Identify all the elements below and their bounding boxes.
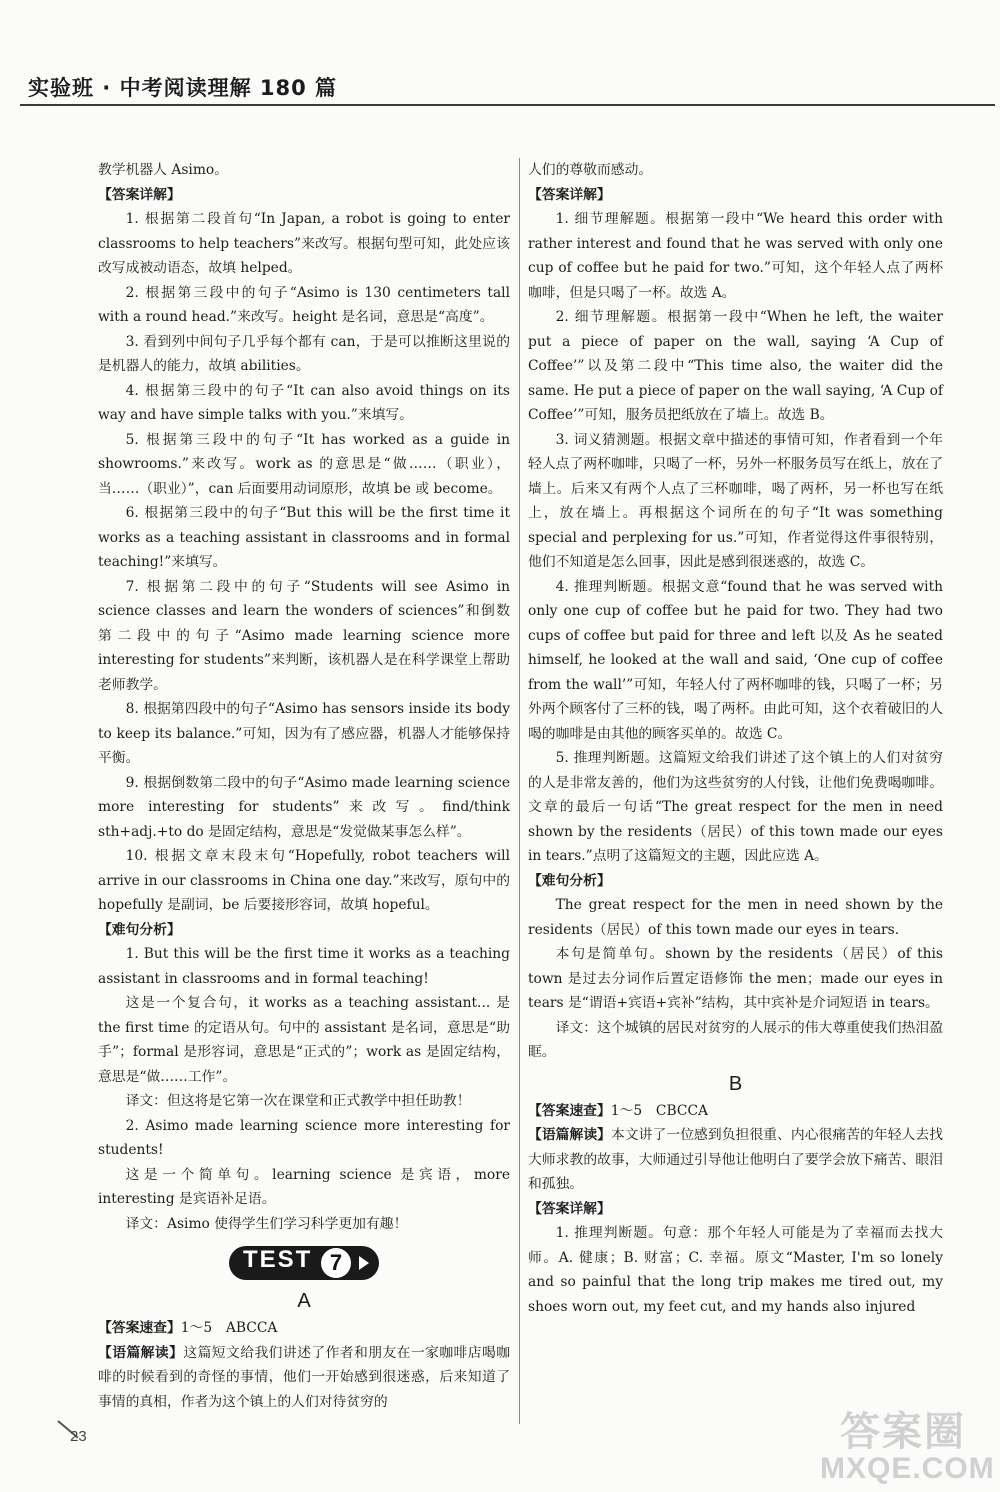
quick-answer-value: 1～5 ABCCA — [180, 1320, 278, 1336]
right-continuation: 人们的尊敬而感动。 — [528, 162, 653, 178]
answer-item: 9. 根据倒数第二段中的句子“Asimo made learning science more interesting for students”来改写。find/think sth+adj.+to do 是固定结构，意思是“发觉做某事怎么样”。 — [98, 774, 510, 840]
answer-item: 5. 推理判断题。这篇短文给我们讲述了这个镇上的人们对贫穷的人是非常友善的，他们为这些贫穷的人付钱，让他们免费喝咖啡。文章的最后一句话“The great respect for the men in need shown by the residents（居民）of this town made our eyes in tears.”点明了这篇短文的主题，因此应选 A。 — [528, 750, 943, 864]
passage-summary-label: 【语篇解读】 — [528, 1127, 612, 1143]
quick-answer-line — [528, 1099, 943, 1124]
answer-item: 4. 根据第三段中的句子“It can also avoid things on its way and have simple talks with you.”来填写。 — [98, 382, 510, 423]
difficult-sentence-en: 1. But this will be the first time it works as a teaching assistant in classrooms and in formal teaching! — [98, 946, 510, 987]
watermark-url: MXQE.COM — [820, 1452, 995, 1485]
answer-item: 3. 词义猜测题。根据文章中描述的事情可知，作者看到一个年轻人点了两杯咖啡，只喝了一杯，另外一杯服务员写在纸上，放在了墙上。后来又有两个人点了三杯咖啡，喝了两杯，另一杯也写在纸上，放在墙上。再根据这个词所在的句子“It was something special and perplexing for us.”可知，作者觉得这件事很特别，他们不知道是怎么回事，因此是感到很迷惑的，故选 C。 — [528, 431, 943, 570]
answer-item: 1. 细节理解题。根据第一段中“We heard this order with rather interest and found that he was served with only one cup of coffee but he paid for two.”可知，这个年轻人点了两杯咖啡，但是只喝了一杯。故选 A。 — [528, 211, 943, 301]
difficult-sentence-translation: 译文：这个城镇的居民对贫穷的人展示的伟大尊重使我们热泪盈眶。 — [528, 1019, 943, 1060]
answer-item: 6. 根据第三段中的句子“But this will be the first time it works as a teaching assistant in classrooms and in formal teaching!”来填写。 — [98, 505, 510, 570]
quick-answer-label: 【答案速查】 — [98, 1320, 181, 1336]
answer-item: 1. 推理判断题。句意：那个年轻人可能是为了幸福而去找大师。A. 健康；B. 财富；C. 幸福。原文“Master, I'm so lonely and so painful that the long trip makes me tired out, my shoes worn out, my feet cut, and my hands also injured — [528, 1225, 943, 1315]
answer-item: 4. 推理判断题。根据文意“found that he was served with only one cup of coffee but he paid for two. They had two cups of coffee but paid for three and left 以及 As he seated himself, he looked at the wall and said, ‘One cup of coffee from the wall’”可知，年轻人付了两杯咖啡的钱，只喝了一杯；另外两个顾客付了三杯的钱，喝了两杯。由此可知，这个衣着破旧的人喝的咖啡是由其他的顾客买单的。故选 C。 — [528, 578, 943, 742]
passage-summary-text: 本文讲了一位感到负担很重、内心很痛苦的年轻人去找大师求教的故事，大师通过引导他让他明白了要学会放下痛苦、眼泪和孤独。 — [528, 1127, 944, 1192]
quick-answer-line — [98, 1316, 510, 1341]
answer-item: 7. 根据第二段中的句子“Students will see Asimo in science classes and learn the wonders of sciences”和倒数第二段中的句子“Asimo made learning science more interesting for students”来判断，该机器人是在科学课堂上帮助老师教学。 — [98, 578, 510, 693]
difficult-sentence-en: 2. Asimo made learning science more interesting for students! — [98, 1117, 510, 1158]
passage-summary — [98, 1341, 510, 1415]
difficult-sentence-analysis: 这是一个简单句。learning science 是宾语，more interesting 是宾语补足语。 — [98, 1166, 510, 1207]
page-number: 23 — [70, 1428, 87, 1445]
answer-item: 8. 根据第四段中的句子“Asimo has sensors inside its body to keep its balance.”可知，因为有了感应器，机器人才能够保持平衡。 — [98, 701, 510, 766]
column-divider — [519, 158, 520, 1424]
test-badge-word: TEST — [243, 1246, 313, 1273]
watermark-logo-text: 答案圈 — [840, 1410, 966, 1454]
difficult-sentence-label: 【难句分析】 — [528, 872, 611, 889]
answer-item: 3. 看到列中间句子几乎每个都有 can，于是可以推断这里说的是机器人的能力，故填 abilities。 — [98, 333, 510, 374]
left-column — [98, 158, 510, 1414]
header-rule — [20, 104, 995, 106]
difficult-sentence-analysis: 这是一个复合句，it works as a teaching assistant... 是 the first time 的定语从句。句中的 assistant 是名词，意思是“助手”；formal 是形容词，意思是“正式的”；work as 是固定结构，意思是“做……工作”。 — [98, 995, 510, 1085]
play-arrow-icon — [359, 1256, 369, 1270]
difficult-sentence-en: The great respect for the men in need shown by the residents（居民）of this town made our eyes in tears. — [528, 897, 943, 938]
answer-detail-label: 【答案详解】 — [528, 1200, 611, 1217]
answer-item: 1. 根据第二段首句“In Japan, a robot is going to enter classrooms to help teachers”来改写。根据句型可知，此处应该改写成被动语态，故填 helped。 — [98, 211, 510, 276]
passage-summary-label: 【语篇解读】 — [98, 1344, 184, 1361]
difficult-sentence-translation: 译文：但这将是它第一次在课堂和正式教学中担任助教！ — [125, 1093, 471, 1109]
answer-detail-label: 【答案详解】 — [528, 186, 611, 203]
difficult-sentence-label: 【难句分析】 — [98, 921, 181, 938]
answer-item: 10. 根据文章末段末句“Hopefully, robot teachers will arrive in our classrooms in China one day.”来改写，原句中的 hopefully 是副词，be 后要接形容词，故填 hopeful。 — [98, 848, 510, 913]
difficult-sentence-translation: 译文：Asimo 使得学生们学习科学更加有趣！ — [125, 1215, 408, 1232]
answer-detail-label: 【答案详解】 — [98, 186, 181, 203]
left-intro: 教学机器人 Asimo。 — [98, 162, 229, 178]
watermark — [800, 1398, 1000, 1492]
difficult-sentence-analysis: 本句是简单句。shown by the residents（居民）of this town 是过去分词作后置定语修饰 the men；made our eyes in tears 是“谓语+宾语+宾补”结构，其中宾补是介词短语 in tears。 — [528, 946, 943, 1011]
answer-item: 2. 根据第三段中的句子“Asimo is 130 centimeters tall with a round head.”来改写。height 是名词，意思是“高度”。 — [98, 284, 510, 325]
test-badge-number: 7 — [321, 1248, 351, 1278]
test-badge — [229, 1246, 379, 1280]
page-header: 实验班 · 中考阅读理解 180 篇 — [28, 76, 338, 100]
quick-answer-value: 1～5 CBCCA — [610, 1102, 708, 1119]
passage-summary — [528, 1123, 943, 1197]
answer-item: 2. 细节理解题。根据第一段中“When he left, the waiter put a piece of paper on the wall, saying ‘A Cup of Coffee’”以及第二段中“This time also, the waiter did the same. He put a piece of paper on the wall saying, ‘A Cup of Coffee’”可知，服务员把纸放在了墙上。故选 B。 — [528, 309, 943, 423]
section-b-heading: B — [728, 1072, 743, 1095]
passage-summary-text: 这篇短文给我们讲述了作者和朋友在一家咖啡店喝咖啡的时候看到的奇怪的事情，他们一开始感到很迷惑，后来知道了事情的真相，作者为这个镇上的人们对待贫穷的 — [98, 1344, 511, 1410]
quick-answer-label: 【答案速查】 — [528, 1102, 611, 1119]
section-a-heading: A — [297, 1290, 311, 1312]
answer-item: 5. 根据第三段中的句子“It has worked as a guide in showrooms.”来改写。work as 的意思是“做……（职业），当……（职业）”，can 后面要用动词原形，故填 be 或 become。 — [98, 431, 510, 497]
right-column — [528, 158, 943, 1319]
